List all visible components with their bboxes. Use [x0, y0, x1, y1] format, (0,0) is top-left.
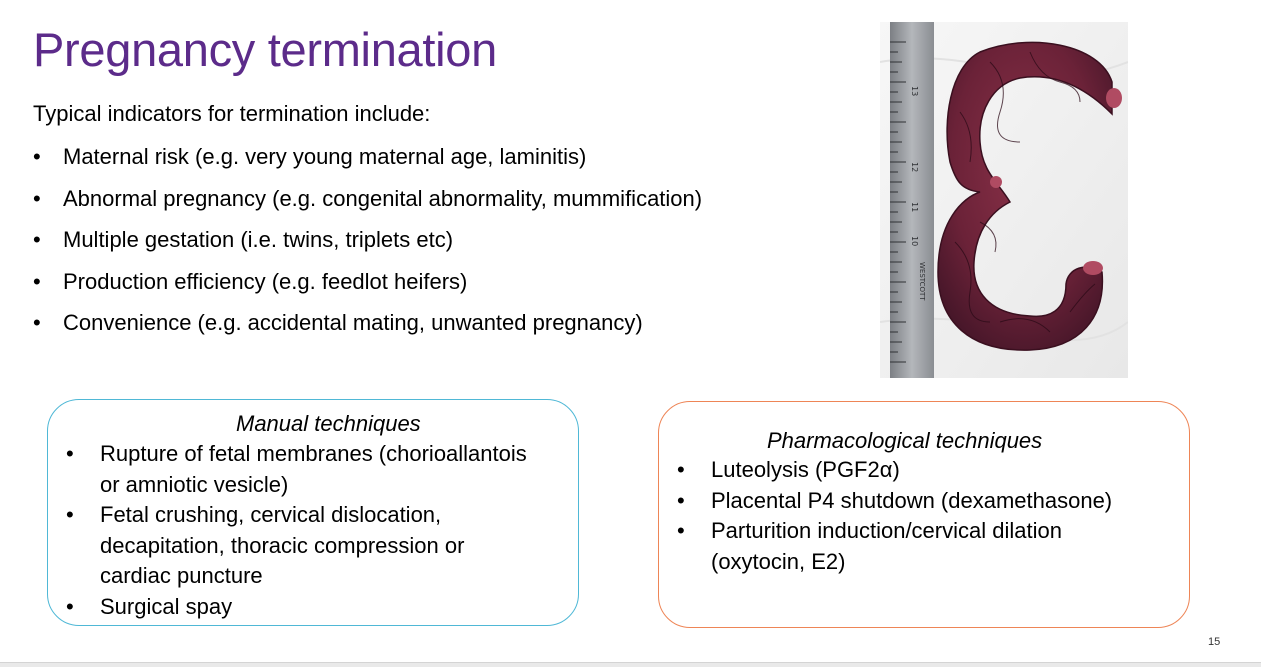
bullet-icon: • — [66, 502, 74, 527]
list-item — [33, 226, 702, 268]
list-item — [677, 486, 1137, 517]
bullet-icon: • — [677, 518, 685, 543]
bullet-icon: • — [677, 487, 685, 513]
indicator-text: Convenience (e.g. accidental mating, unwanted pregnancy) — [63, 310, 643, 335]
technique-text: Luteolysis (PGF2α) — [711, 457, 900, 482]
uterus-image — [880, 22, 1128, 378]
ruler-mark: 13 — [910, 86, 919, 97]
technique-text: Parturition induction/cervical dilation (oxytocin, E2) — [711, 518, 1062, 574]
intro-text: Typical indicators for termination include: — [33, 101, 431, 126]
slide-title: Pregnancy termination — [33, 23, 497, 76]
tissue-stub — [1083, 261, 1103, 275]
list-item — [33, 309, 702, 351]
manual-techniques-title: Manual techniques — [236, 411, 421, 436]
ruler-mark: 10 — [910, 236, 919, 247]
technique-text: Fetal crushing, cervical dislocation, decapitation, thoracic compression or cardiac puncture — [100, 502, 465, 588]
tissue-stub — [1106, 88, 1122, 108]
pharmacological-techniques-box — [658, 401, 1190, 628]
bullet-icon: • — [33, 310, 41, 335]
list-item — [677, 516, 1137, 577]
list-item — [66, 592, 536, 623]
ruler-mark: 11 — [910, 202, 919, 213]
indicator-text: Abnormal pregnancy (e.g. congenital abnormality, mummification) — [63, 185, 703, 211]
list-item — [33, 268, 702, 310]
tissue-stub — [990, 176, 1002, 188]
technique-text: Placental P4 shutdown (dexamethasone) — [711, 487, 1113, 513]
indicator-text: Multiple gestation (i.e. twins, triplets etc) — [63, 227, 454, 252]
bullet-icon: • — [33, 268, 41, 294]
list-item — [66, 500, 536, 592]
uterus-photo — [880, 22, 1128, 378]
ruler-brand: WESTCOTT — [918, 262, 926, 301]
indicator-text: Maternal risk (e.g. very young maternal age, laminitis) — [63, 144, 587, 169]
indicator-list — [33, 143, 702, 351]
bullet-icon: • — [677, 457, 685, 482]
bottom-divider — [0, 662, 1261, 667]
technique-text: Rupture of fetal membranes (chorioallantois or amniotic vesicle) — [100, 441, 527, 497]
list-item — [677, 455, 1137, 486]
bullet-icon: • — [66, 441, 74, 466]
list-item — [33, 143, 702, 185]
list-item — [66, 439, 536, 500]
list-item — [33, 185, 702, 227]
manual-techniques-list — [66, 439, 536, 622]
ruler-mark: 12 — [910, 162, 919, 173]
bullet-icon: • — [33, 185, 41, 211]
pharmacological-techniques-title: Pharmacological techniques — [767, 428, 1043, 453]
bullet-icon: • — [33, 227, 41, 252]
manual-techniques-box — [47, 399, 579, 626]
pharmacological-techniques-list — [677, 455, 1137, 577]
bullet-icon: • — [66, 593, 74, 619]
bullet-icon: • — [33, 144, 41, 169]
page-number: 15 — [1208, 636, 1221, 648]
technique-text: Surgical spay — [100, 593, 233, 619]
indicator-text: Production efficiency (e.g. feedlot heifers) — [63, 268, 468, 294]
